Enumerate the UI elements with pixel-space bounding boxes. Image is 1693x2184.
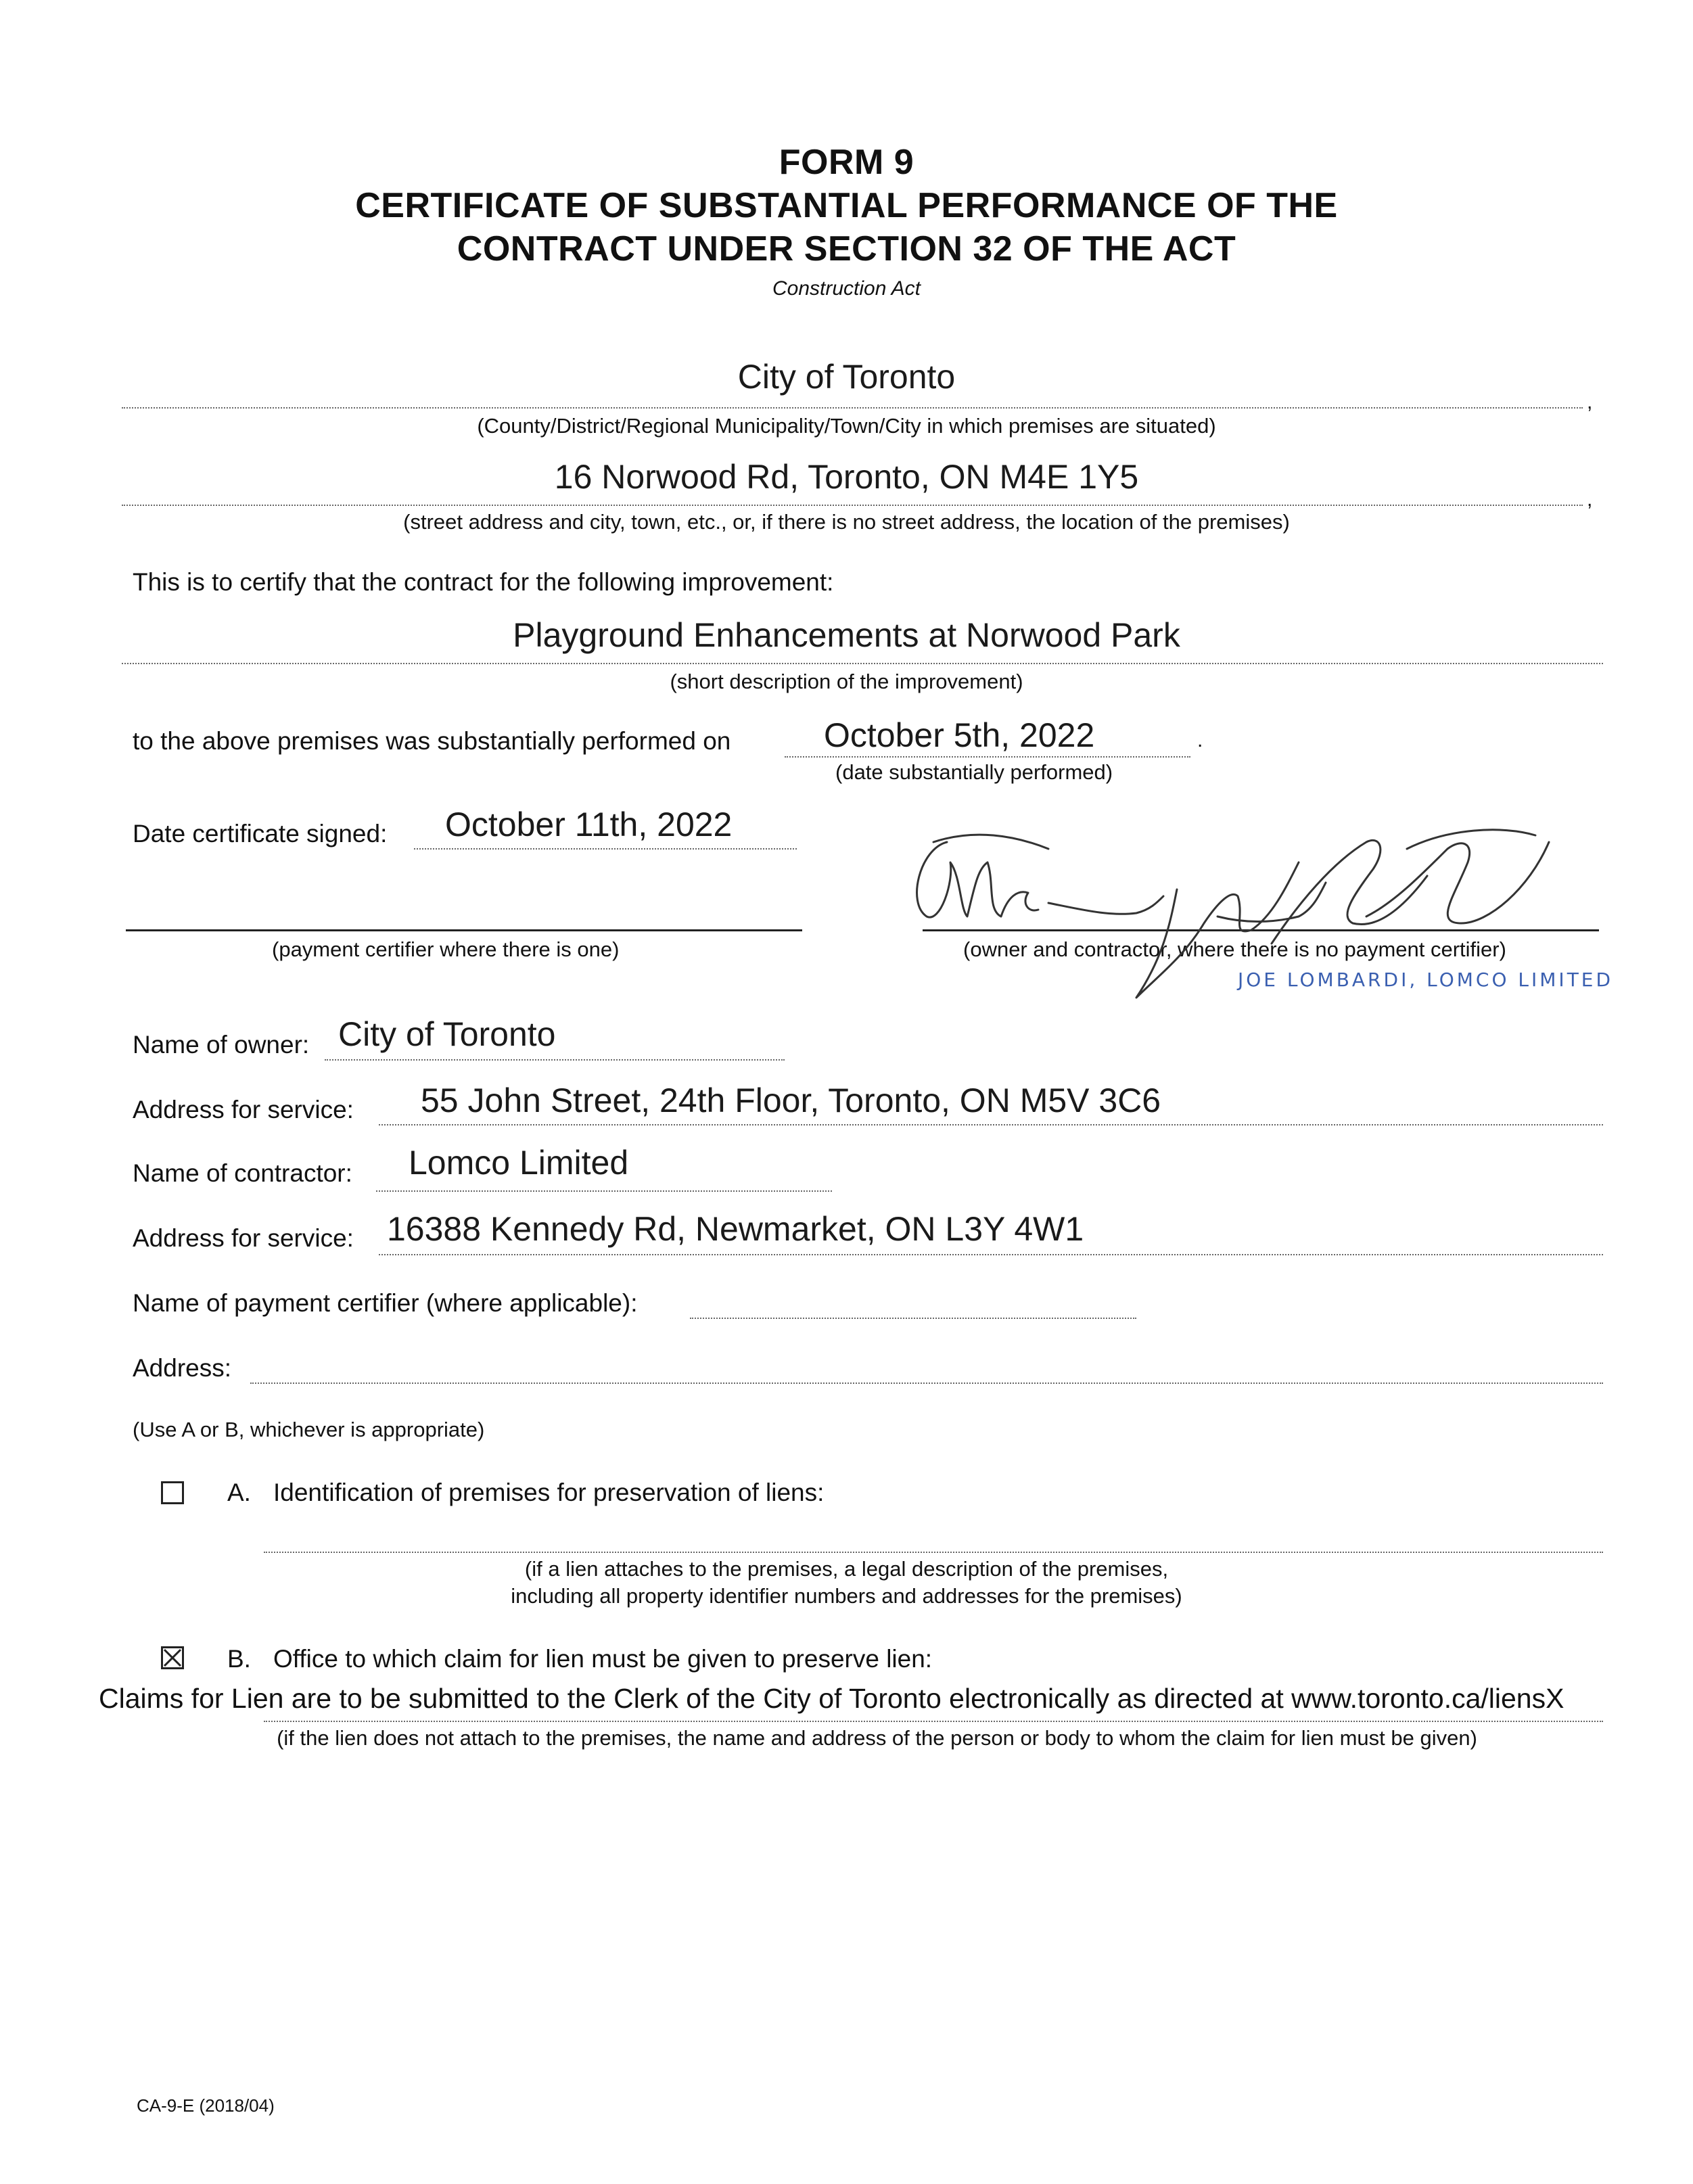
option-a-letter: A.	[227, 1479, 251, 1506]
form-title-line2: CONTRACT UNDER SECTION 32 OF THE ACT	[457, 229, 1236, 269]
owner-address-label: Address for service:	[133, 1096, 354, 1123]
owner-address-line	[379, 1124, 1603, 1125]
municipality-value[interactable]: City of Toronto	[737, 358, 956, 396]
payment-certifier-caption: (payment certifier where there is one)	[272, 937, 620, 961]
improvement-line	[122, 663, 1603, 664]
contractor-address-line	[379, 1254, 1603, 1255]
performed-line	[785, 756, 1190, 758]
comma-mark: ,	[1587, 391, 1593, 413]
option-a-caption-line2: including all property identifier numbers and addresses for the premises)	[511, 1584, 1182, 1608]
use-a-or-b-instruction: (Use A or B, whichever is appropriate)	[133, 1418, 485, 1441]
payment-certifier-signature-line[interactable]	[126, 929, 802, 931]
comma-mark-2: ,	[1587, 488, 1593, 511]
contractor-value[interactable]: Lomco Limited	[409, 1144, 629, 1182]
municipality-line	[122, 407, 1583, 409]
signed-label: Date certificate signed:	[133, 820, 388, 847]
owner-address-value[interactable]: 55 John Street, 24th Floor, Toronto, ON M5V 3C6	[421, 1082, 1161, 1119]
option-b-checkbox[interactable]	[161, 1646, 184, 1669]
option-a-caption-line1: (if a lien attaches to the premises, a legal description of the premises,	[524, 1557, 1169, 1581]
improvement-value[interactable]: Playground Enhancements at Norwood Park	[513, 616, 1180, 654]
premises-line	[122, 505, 1583, 506]
option-a-checkbox[interactable]	[161, 1481, 184, 1504]
owner-value[interactable]: City of Toronto	[338, 1015, 556, 1053]
option-b-letter: B.	[227, 1645, 251, 1673]
handwritten-signer-name: JOE LOMBARDI, LOMCO LIMITED	[1238, 969, 1614, 991]
premises-caption: (street address and city, town, etc., or, if there is no street address, the location of the premises)	[403, 510, 1290, 534]
payment-certifier-line[interactable]	[690, 1318, 1136, 1319]
signed-date-value[interactable]: October 11th, 2022	[445, 806, 733, 843]
option-a-line[interactable]	[264, 1552, 1603, 1553]
option-b-caption: (if the lien does not attach to the premises, the name and address of the person or body to whom the claim for lien must be given)	[277, 1726, 1477, 1750]
act-name: Construction Act	[772, 277, 921, 300]
option-a-label: Identification of premises for preservation of liens:	[273, 1479, 825, 1506]
address-label: Address:	[133, 1354, 232, 1382]
checkmark-x-icon	[163, 1648, 182, 1667]
period-mark: .	[1197, 729, 1203, 751]
improvement-intro: This is to certify that the contract for the following improvement:	[133, 568, 834, 596]
contractor-address-label: Address for service:	[133, 1224, 354, 1252]
owner-contractor-caption: (owner and contractor, where there is no payment certifier)	[963, 937, 1506, 961]
performed-date-value[interactable]: October 5th, 2022	[824, 716, 1095, 754]
owner-label: Name of owner:	[133, 1031, 310, 1059]
option-b-label: Office to which claim for lien must be given to preserve lien:	[273, 1645, 933, 1673]
option-b-value[interactable]: Claims for Lien are to be submitted to the Clerk of the City of Toronto electronically as directed at www.toronto.ca/liensX	[99, 1683, 1564, 1714]
improvement-caption: (short description of the improvement)	[670, 670, 1023, 693]
municipality-caption: (County/District/Regional Municipality/Town/City in which premises are situated)	[477, 414, 1216, 438]
address-line[interactable]	[250, 1383, 1603, 1384]
contractor-label: Name of contractor:	[133, 1159, 352, 1187]
contractor-address-value[interactable]: 16388 Kennedy Rd, Newmarket, ON L3Y 4W1	[387, 1210, 1084, 1248]
form-code: CA-9-E (2018/04)	[137, 2095, 275, 2116]
payment-certifier-label: Name of payment certifier (where applicable):	[133, 1289, 638, 1317]
contractor-line	[376, 1190, 832, 1192]
performed-caption: (date substantially performed)	[835, 760, 1113, 784]
owner-line	[325, 1059, 785, 1061]
signed-line	[414, 848, 797, 850]
form-title-line1: CERTIFICATE OF SUBSTANTIAL PERFORMANCE OF THE	[355, 186, 1338, 225]
premises-value[interactable]: 16 Norwood Rd, Toronto, ON M4E 1Y5	[554, 458, 1139, 496]
performed-label: to the above premises was substantially performed on	[133, 727, 731, 755]
option-b-line	[264, 1721, 1603, 1722]
form-number: FORM 9	[779, 143, 914, 182]
